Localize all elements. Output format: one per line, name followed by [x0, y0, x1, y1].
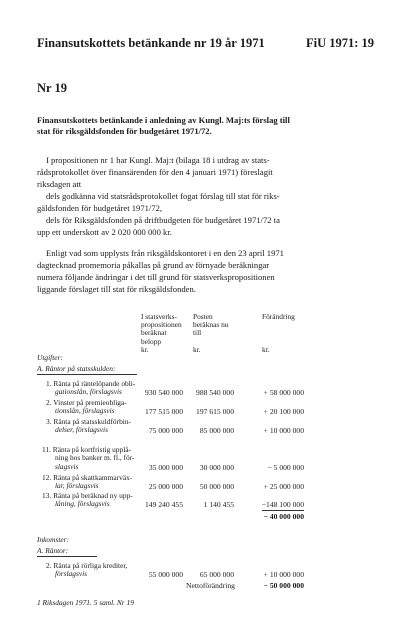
value-proposed: 25 000 000: [148, 482, 183, 491]
row-label-line: ning hos banker m. fl., för-: [55, 453, 135, 463]
col-head-line: Förändring: [262, 312, 295, 321]
value-now: 50 000 000: [199, 482, 234, 491]
value-change: + 10 000 000: [263, 570, 304, 579]
row-label-line: tionslån, förslagsvis: [55, 406, 115, 416]
subtotal-change: − 40 000 000: [263, 512, 304, 521]
value-change: + 20 100 000: [263, 407, 304, 416]
net-change-label: Nettoförändring: [186, 581, 235, 590]
value-proposed: 149 240 455: [145, 500, 183, 509]
value-change: − 5 000 000: [267, 463, 304, 472]
col-head-line: belopp: [141, 336, 162, 346]
running-header-title: Finansutskottets betänkande nr 19 år 1971: [37, 36, 265, 50]
unit-col2: kr.: [193, 345, 201, 354]
body-line: dagtecknad promemoria påkallas på grund av förnyade beräkningar: [37, 260, 270, 270]
row-label-line: gationslån, förslagsvis: [55, 387, 122, 397]
value-now: 30 000 000: [199, 463, 234, 472]
body-line: dels godkänna vid statsrådsprotokollet fogat förslag till stat för riks-: [46, 191, 280, 201]
value-proposed: 55 000 000: [148, 570, 183, 579]
col-head-proposed: [141, 313, 182, 346]
section-rule: [37, 556, 97, 557]
col-head-line: till: [193, 328, 202, 338]
body-line: dels för Riksgäldsfonden på driftbudgeten för budgetåret 1971/72 ta: [46, 215, 280, 225]
row-label-line: 13. Ränta på beräknad ny upp-: [42, 491, 133, 500]
row-label: [46, 380, 135, 397]
row-label-line: slagsvis: [55, 461, 79, 471]
body-line: I propositionen nr 1 har Kungl. Maj:t (bilaga 18 i utdrag av stats-: [46, 155, 270, 165]
col-head-line: I statsverks-: [141, 312, 177, 321]
value-now: 65 000 000: [199, 570, 234, 579]
report-heading: [37, 115, 377, 137]
net-change-value: − 50 000 000: [263, 581, 304, 590]
body-line: numera följande ändringar i det till grund för statsverkspropositionen: [37, 272, 275, 282]
row-label: [42, 492, 133, 509]
body-line: riksdagen att: [37, 179, 82, 189]
row-label-line: 2. Vinster på premieobliga-: [46, 398, 127, 407]
value-proposed: 75 000 000: [148, 426, 183, 435]
row-label-line: 12. Ränta på skattkammarväx-: [42, 473, 133, 482]
value-proposed: 930 540 000: [145, 388, 183, 397]
row-label-line: 2. Ränta på rörliga krediter,: [46, 561, 128, 570]
running-header-id: FiU 1971: 19: [306, 36, 375, 50]
row-label-line: låning, förslagsvis: [55, 499, 110, 509]
row-label-line: 1. Ränta på räntelöpande obli-: [46, 379, 136, 388]
unit-col1: kr.: [141, 345, 149, 354]
value-change: + 10 000 000: [263, 426, 304, 435]
row-label-line: 11. Ränta på kortfristig upplå-: [42, 445, 132, 454]
row-label: [42, 446, 135, 471]
col-head-now: [193, 313, 229, 338]
value-proposed: 177 515 000: [145, 407, 183, 416]
row-label: [46, 562, 127, 579]
value-now: 197 615 000: [196, 407, 234, 416]
row-label-line: delser, förslagsvis: [55, 425, 108, 435]
value-proposed: 35 000 000: [148, 463, 183, 472]
row-label: [46, 418, 131, 435]
row-label-line: 3. Ränta på statsskuldförbin-: [46, 417, 131, 426]
row-label-line: lar, förslagsvis: [55, 481, 99, 491]
value-now: 85 000 000: [199, 426, 234, 435]
section-income: Inkomster:: [37, 535, 70, 544]
row-label: [42, 474, 132, 491]
section-a2-heading: A. Räntor:: [37, 546, 69, 555]
col-head-line: Posten: [193, 312, 213, 321]
col-head-line: propositionen: [141, 320, 182, 330]
heading-line: stat för riksgäldsfonden för budgetåret 1971/72.: [37, 126, 212, 136]
row-label-line: förslagsvis: [55, 569, 88, 579]
body-line: Enligt vad som upplysts från riksgäldskontoret i en den 23 april 1971: [46, 248, 284, 258]
section-rule: [37, 374, 137, 375]
section-expenses: Utgifter:: [37, 353, 63, 362]
row-label: [46, 399, 127, 416]
value-now: 988 540 000: [196, 388, 234, 397]
body-line: rådsprotokollet över finansärenden för den 4 januari 1971) föreslagit: [37, 167, 273, 177]
col-head-line: beräknat: [141, 328, 167, 338]
body-line: gäldsfonden för budgetåret 1971/72,: [37, 203, 163, 213]
col-head-change: [262, 313, 295, 321]
body-line: upp ett underskott av 2 020 000 000 kr.: [37, 227, 172, 237]
sum-rule: [262, 510, 304, 511]
section-a-heading: A. Räntor på statsskulden:: [37, 364, 116, 373]
unit-col3: kr.: [262, 345, 270, 354]
body-line: liggande förslaget till stat för riksgäldsfonden.: [37, 284, 196, 294]
value-change: + 58 000 000: [263, 388, 304, 397]
value-change: + 25 000 000: [263, 482, 304, 491]
heading-line: Finansutskottets betänkande i anledning av Kungl. Maj:ts förslag till: [37, 115, 290, 125]
report-number: Nr 19: [37, 81, 67, 95]
footnote: 1 Riksdagen 1971. 5 saml. Nr 19: [37, 598, 134, 607]
col-head-line: beräknas nu: [193, 320, 229, 330]
value-change: −148 100 000: [261, 500, 304, 509]
value-now: 1 140 455: [203, 500, 234, 509]
